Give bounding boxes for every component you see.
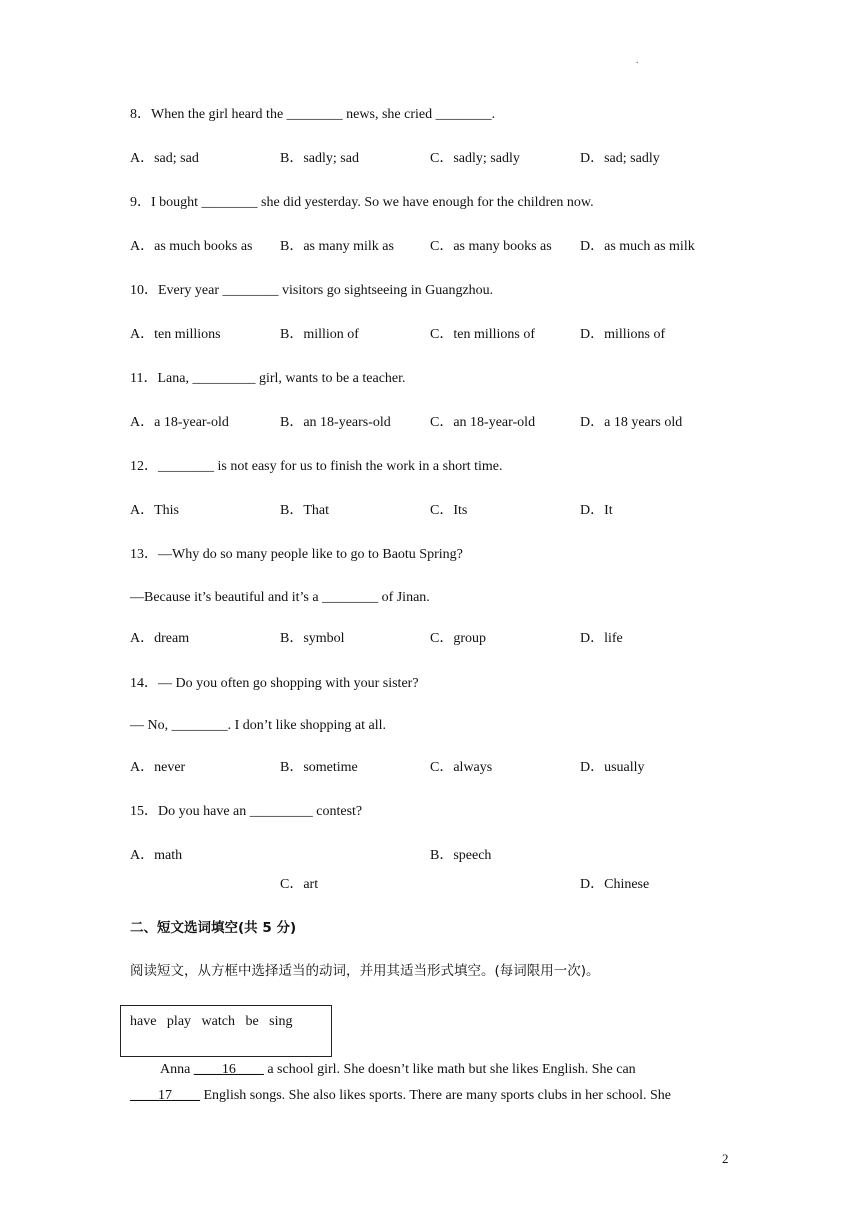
question-15-option-a: A．math — [130, 848, 183, 863]
question-12-option-c: C．Its — [430, 503, 468, 518]
question-14-stem: 14．— Do you often go shopping with your sister? — [130, 676, 419, 691]
passage-line-1-end: a school girl. She doesn’t like math but she likes English. She can — [263, 1062, 636, 1077]
question-13-stem-line2: —Because it’s beautiful and it’s a ________ of Jinan. — [130, 590, 430, 605]
question-10-option-c: C．ten millions of — [430, 327, 535, 342]
question-10-option-a: A．ten millions — [130, 327, 221, 342]
question-13-option-a: A．dream — [130, 631, 190, 646]
word-box — [120, 1005, 332, 1057]
word-box-words: have play watch be sing — [130, 1014, 293, 1029]
section-2-instruction: 阅读短文，从方框中选择适当的动词，并用其适当形式填空。(每词限用一次)。 — [130, 963, 600, 979]
question-12-option-b: B．That — [280, 503, 329, 518]
question-11-option-c: C．an 18-year-old — [430, 415, 536, 430]
question-12-option-d: D．It — [580, 503, 613, 518]
header-mark: . — [636, 55, 639, 66]
question-8-option-b: B．sadly; sad — [280, 151, 359, 166]
question-11-option-d: D．a 18 years old — [580, 415, 683, 430]
question-8-option-c: C．sadly; sadly — [430, 151, 520, 166]
question-15-option-c: C．art — [280, 877, 319, 892]
passage-line-1 — [160, 1061, 636, 1079]
question-14-option-b: B．sometime — [280, 760, 358, 775]
question-15-option-b: B．speech — [430, 848, 492, 863]
section-2-title: 二、短文选词填空(共 5 分) — [130, 920, 297, 936]
question-14-option-c: C．always — [430, 760, 493, 775]
question-8-stem: 8．When the girl heard the ________ news, she cried ________. — [130, 107, 496, 122]
question-12-stem: 12．________ is not easy for us to finish the work in a short time. — [130, 459, 503, 474]
question-12-option-a: A．This — [130, 503, 179, 518]
question-9-option-a: A．as much books as — [130, 239, 253, 254]
question-10-option-d: D．millions of — [580, 327, 666, 342]
passage-line-2-end: English songs. She also likes sports. There are many sports clubs in her school. She — [200, 1088, 672, 1103]
question-13-option-d: D．life — [580, 631, 623, 646]
question-15-stem: 15．Do you have an _________ contest? — [130, 804, 363, 819]
question-8-option-d: D．sad; sadly — [580, 151, 660, 166]
passage-line-2 — [130, 1087, 671, 1105]
question-11-option-a: A．a 18-year-old — [130, 415, 229, 430]
question-15-option-d: D．Chinese — [580, 877, 650, 892]
question-8-option-a: A．sad; sad — [130, 151, 199, 166]
question-14-stem-line2: — No, ________. I don’t like shopping at all. — [130, 718, 386, 733]
question-9-stem: 9．I bought ________ she did yesterday. So we have enough for the children now. — [130, 195, 594, 210]
question-13-option-c: C．group — [430, 631, 486, 646]
question-11-option-b: B．an 18-years-old — [280, 415, 391, 430]
question-9-option-b: B．as many milk as — [280, 239, 394, 254]
question-14-option-d: D．usually — [580, 760, 645, 775]
question-9-option-c: C．as many books as — [430, 239, 552, 254]
question-10-option-b: B．million of — [280, 327, 359, 342]
blank-16: ____16____ — [193, 1062, 264, 1077]
question-13-stem: 13．—Why do so many people like to go to Baotu Spring? — [130, 547, 463, 562]
blank-17: ____17____ — [130, 1088, 200, 1103]
page-number: 2 — [722, 1151, 729, 1166]
passage-line-1-start: Anna — [160, 1062, 194, 1077]
question-11-stem: 11．Lana, _________ girl, wants to be a teacher. — [130, 371, 406, 386]
question-13-option-b: B．symbol — [280, 631, 345, 646]
question-9-option-d: D．as much as milk — [580, 239, 695, 254]
question-14-option-a: A．never — [130, 760, 186, 775]
question-10-stem: 10．Every year ________ visitors go sightseeing in Guangzhou. — [130, 283, 494, 298]
